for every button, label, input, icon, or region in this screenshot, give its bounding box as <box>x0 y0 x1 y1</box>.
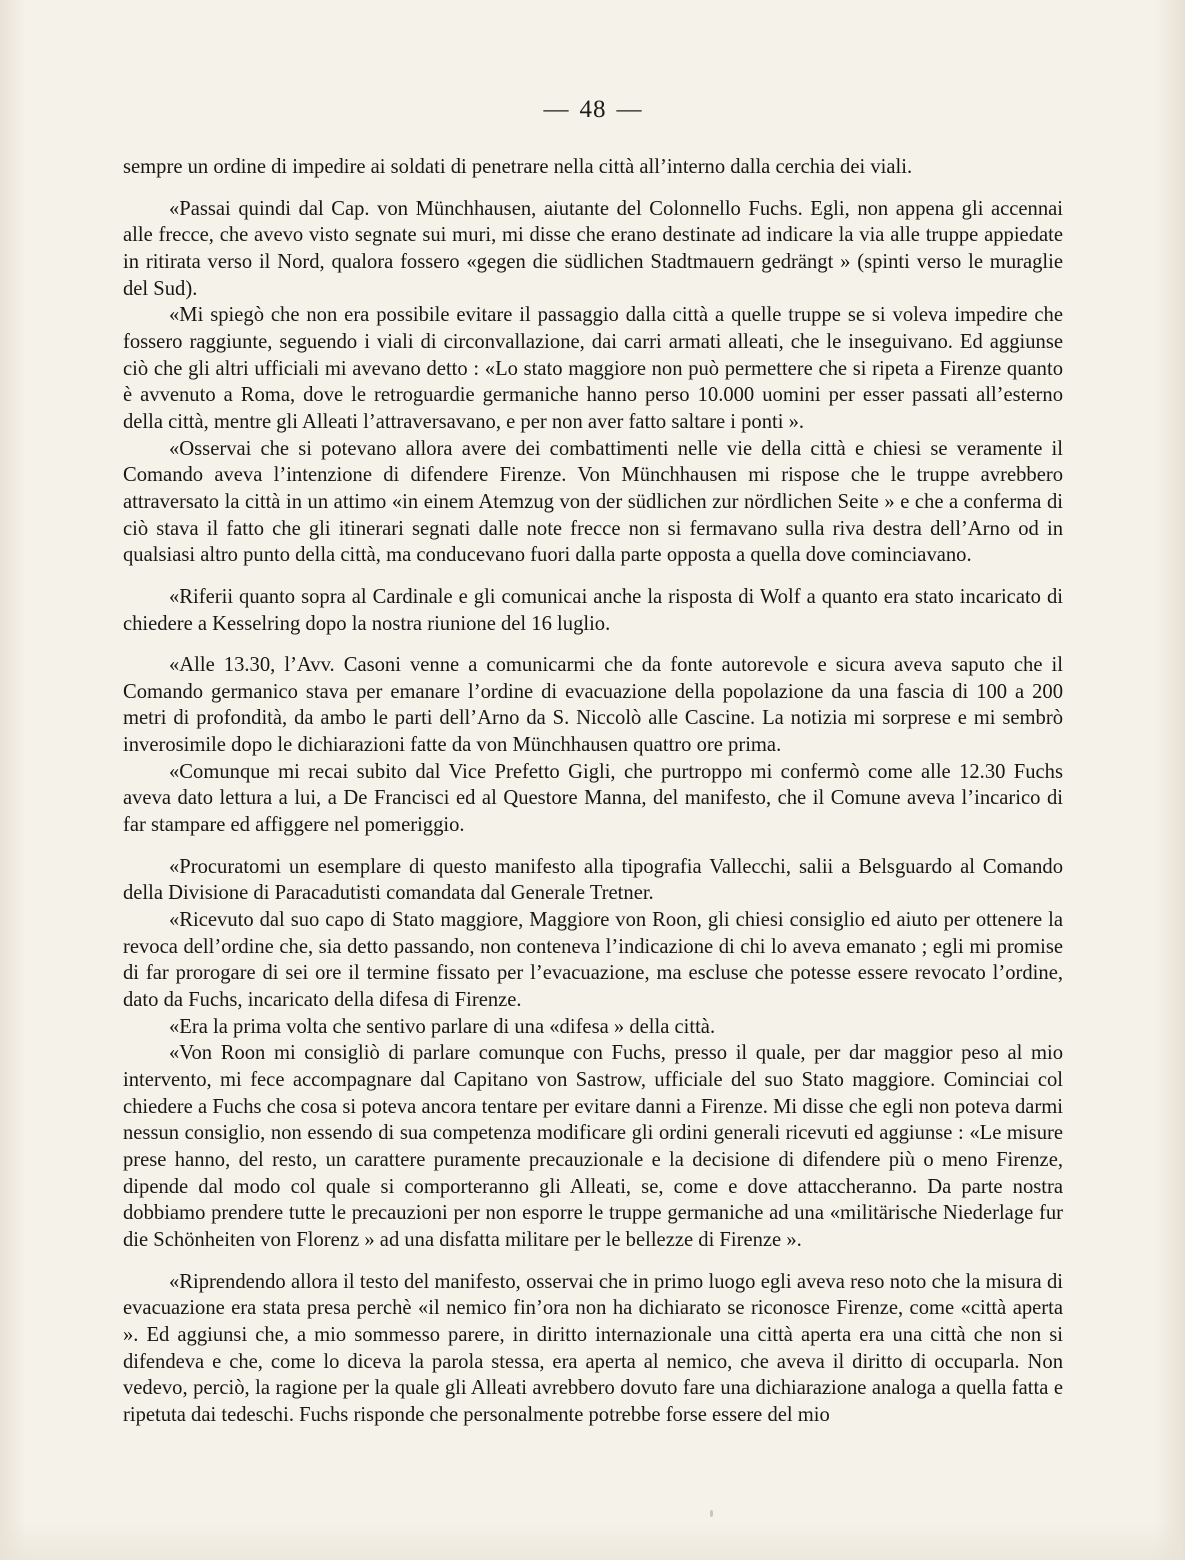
paragraph: «Riprendendo allora il testo del manifesto, osservai che in primo luogo egli aveva reso noto che la misura di evacuazione era stata presa perchè «il nemico fin’ora non ha dichiarato se riconosce Firenze, come «città aperta ». Ed aggiunsi che, a mio sommesso parere, in diritto internazionale una città aperta era una città che non si difendeva e che, come lo diceva la parola stessa, era aperta al nemico, che aveva il diritto di occuparla. Non vedevo, perciò, la ragione per la quale gli Alleati avrebbero dovuto fare una dichiarazione analoga a quella fatta e ripetuta dai tedeschi. Fuchs risponde che personalmente potrebbe forse essere del mio <box>123 1270 1063 1426</box>
body-text <box>123 154 1063 1429</box>
paragraph: sempre un ordine di impedire ai soldati di penetrare nella città all’interno dalla cerchia dei viali. <box>123 156 913 178</box>
folio-dash-right: — <box>616 96 643 123</box>
paragraph: «Comunque mi recai subito dal Vice Prefetto Gigli, che purtroppo mi confermò come alle 12.30 Fuchs aveva dato lettura a lui, a De Francisci ed al Questore Manna, del manifesto, che il Comune aveva l’incarico di far stampare ed affiggere nel pomeriggio. <box>123 760 1063 837</box>
folio-dash-left: — <box>543 96 570 123</box>
page-edge-shadow-left <box>0 0 26 1560</box>
paragraph: «Ricevuto dal suo capo di Stato maggiore, Maggiore von Roon, gli chiesi consiglio ed aiuto per ottenere la revoca dell’ordine che, sia detto passando, non conteneva l’indicazione di chi lo aveva emanato ; egli mi promise di far prorogare di sei ore il termine fissato per l’evacuazione, ma escluse che potesse essere revocato l’ordine, dato da Fuchs, incaricato della difesa di Firenze. <box>123 909 1063 1012</box>
page-content <box>123 96 1063 1429</box>
paragraph: «Passai quindi dal Cap. von Münchhausen, aiutante del Colonnello Fuchs. Egli, non appena gli accennai alle frecce, che avevo visto segnate sui muri, mi disse che erano destinate ad indicare la via alle truppe appiedate in ritirata verso il Nord, qualora fossero «gegen die südlichen Stadtmauern gedrängt » (spinti verso le muraglie del Sud). <box>123 197 1063 300</box>
paper-speck <box>710 1510 713 1517</box>
paragraph: «Era la prima volta che sentivo parlare di una «difesa » della città. <box>169 1015 716 1038</box>
paragraph: «Osservai che si potevano allora avere dei combattimenti nelle vie della città e chiesi se veramente il Comando aveva l’intenzione di difendere Firenze. Von Münchhausen mi rispose che le truppe avrebbero attraversato la città in un attimo «in einem Atemzug von der südlichen zur nördlichen Seite » e che a conferma di ciò stava il fatto che gli itinerari segnati dalle note frecce non si fermavano sulla riva destra dell’Arno od in qualsiasi altro punto della città, ma conducevano fuori dalla parte opposta a quella dove cominciavano. <box>123 437 1063 567</box>
page-edge-shadow-bottom <box>0 1520 1185 1560</box>
paragraph: «Riferii quanto sopra al Cardinale e gli comunicai anche la risposta di Wolf a quanto era stato incaricato di chiedere a Kesselring dopo la nostra riunione del 16 luglio. <box>123 585 1063 635</box>
page-number-header <box>123 96 1063 124</box>
page-number: 48 <box>579 96 607 123</box>
paragraph: «Alle 13.30, l’Avv. Casoni venne a comunicarmi che da fonte autorevole e sicura aveva saputo che il Comando germanico stava per emanare l’ordine di evacuazione della popolazione da una fascia di 100 a 200 metri di profondità, da ambo le parti dell’Arno da S. Niccolò alle Cascine. La notizia mi sorprese e mi sembrò inverosimile dopo le dichiarazioni fatte da von Münchhausen quattro ore prima. <box>123 654 1063 757</box>
paragraph: «Mi spiegò che non era possibile evitare il passaggio dalla città a quelle truppe se si voleva impedire che fossero raggiunte, seguendo i viali di circonvallazione, dai carri armati alleati, che le inseguivano. Ed aggiunse ciò che gli altri ufficiali mi avevano detto : «Lo stato maggiore non può permettere che si ripeta a Firenze quanto è avvenuto a Roma, dove le retroguardie germaniche hanno perso 10.000 uomini per esser passati all’esterno della città, mentre gli Alleati l’attraversavano, e per non aver fatto saltare i ponti ». <box>123 304 1063 433</box>
paragraph: «Von Roon mi consigliò di parlare comunque con Fuchs, presso il quale, per dar maggior peso al mio intervento, mi fece accompagnare dal Capitano von Sastrow, ufficiale del suo Stato maggiore. Cominciai col chiedere a Fuchs che cosa si poteva ancora tentare per evitare danni a Firenze. Mi disse che egli non poteva darmi nessun consiglio, non essendo di sua competenza modificare gli ordini generali ricevuti ed aggiunse : «Le misure prese hanno, del resto, un carattere puramente precauzionale e la decisione di difendere più o meno Firenze, dipende dal modo col quale si comporteranno gli Alleati, se, come e dove attaccheranno. Da parte nostra dobbiamo prendere tutte le precauzioni per non esporre le truppe germaniche ad una «militärische Niederlage fur die Schönheiten von Florenz » ad una disfatta militare per le bellezze di Firenze ». <box>123 1042 1063 1251</box>
page-edge-shadow-right <box>1155 0 1185 1560</box>
paragraph: «Procuratomi un esemplare di questo manifesto alla tipografia Vallecchi, salii a Belsguardo al Comando della Divisione di Paracadutisti comandata dal Generale Tretner. <box>123 855 1063 905</box>
